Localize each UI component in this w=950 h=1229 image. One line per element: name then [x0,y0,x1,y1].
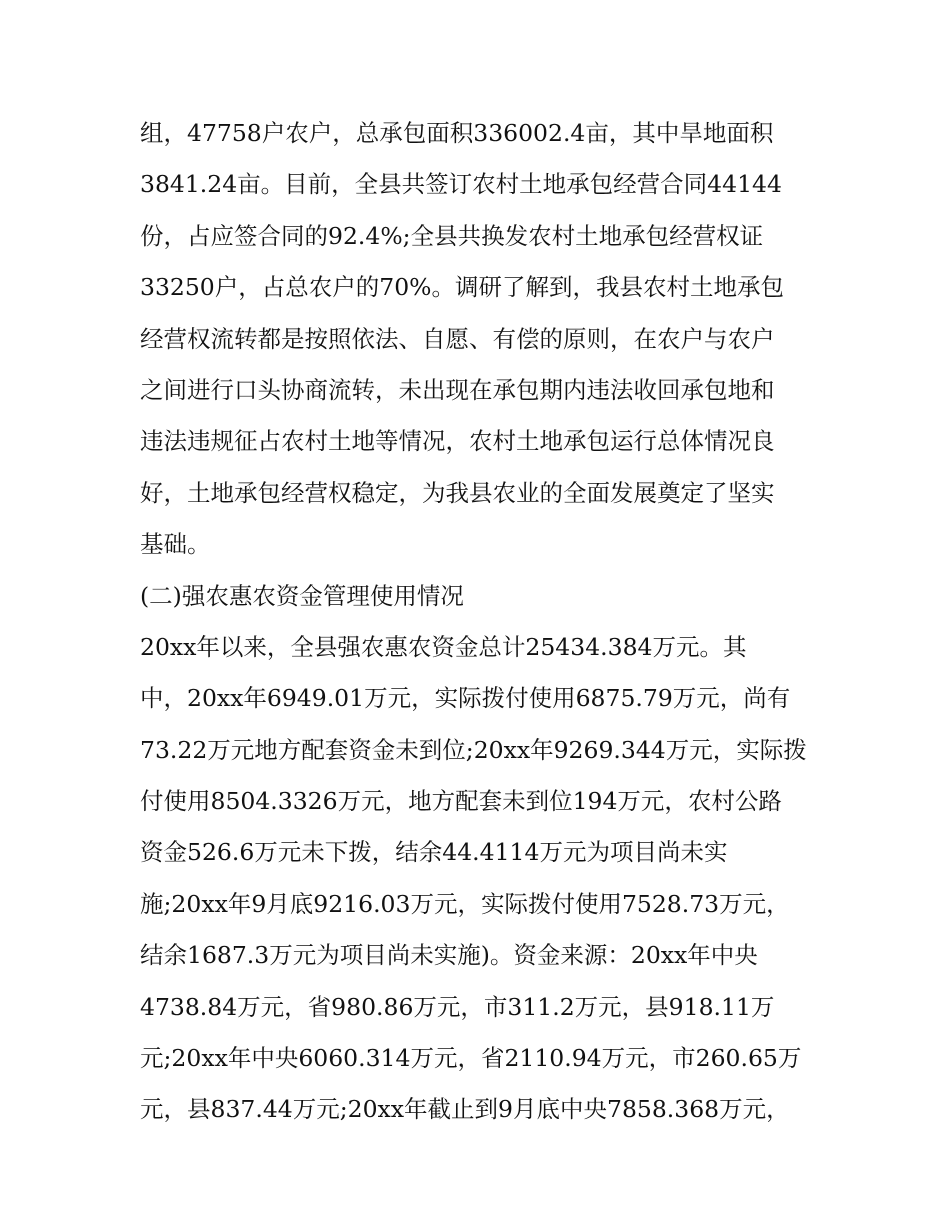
text-line: 4738.84万元，省980.86万元，市311.2万元，县918.11万 [140,992,775,1021]
text-line: 20xx年以来，全县强农惠农资金总计25434.384万元。其 [140,632,747,661]
text-line: 中，20xx年6949.01万元，实际拨付使用6875.79万元，尚有 [140,684,791,713]
text-line: 元，县837.44万元;20xx年截止到9月底中央7858.368万元， [140,1095,790,1124]
text-line: 33250户，占总农户的70%。调研了解到，我县农村土地承包 [140,273,784,302]
document-body [140,108,830,1136]
text-line: 付使用8504.3326万元，地方配套未到位194万元，农村公路 [140,787,782,816]
section-heading: (二)强农惠农资金管理使用情况 [140,581,464,610]
text-line: 结余1687.3万元为项目尚未实施)。资金来源：20xx年中央 [140,941,758,970]
text-line: 之间进行口头协商流转，未出现在承包期内违法收回承包地和 [140,375,775,404]
text-line: 元;20xx年中央6060.314万元，省2110.94万元，市260.65万 [140,1044,802,1073]
text-line: 好，土地承包经营权稳定，为我县农业的全面发展奠定了坚实 [140,478,775,507]
text-line: 经营权流转都是按照依法、自愿、有偿的原则，在农户与农户 [140,324,775,353]
text-line: 份，占应签合同的92.4%;全县共换发农村土地承包经营权证 [140,221,764,250]
text-line: 施;20xx年9月底9216.03万元，实际拨付使用7528.73万元， [140,889,790,918]
text-line: 违法违规征占农村土地等情况，农村土地承包运行总体情况良 [140,427,775,456]
text-line: 3841.24亩。目前，全县共签订农村土地承包经营合同44144 [140,170,782,199]
text-line: 资金526.6万元未下拨，结余44.4114万元为项目尚未实 [140,838,728,867]
text-line: 组，47758户农户，总承包面积336002.4亩，其中旱地面积 [140,119,774,147]
text-line: 基础。 [140,530,211,559]
text-line: 73.22万元地方配套资金未到位;20xx年9269.344万元，实际拨 [140,735,807,764]
